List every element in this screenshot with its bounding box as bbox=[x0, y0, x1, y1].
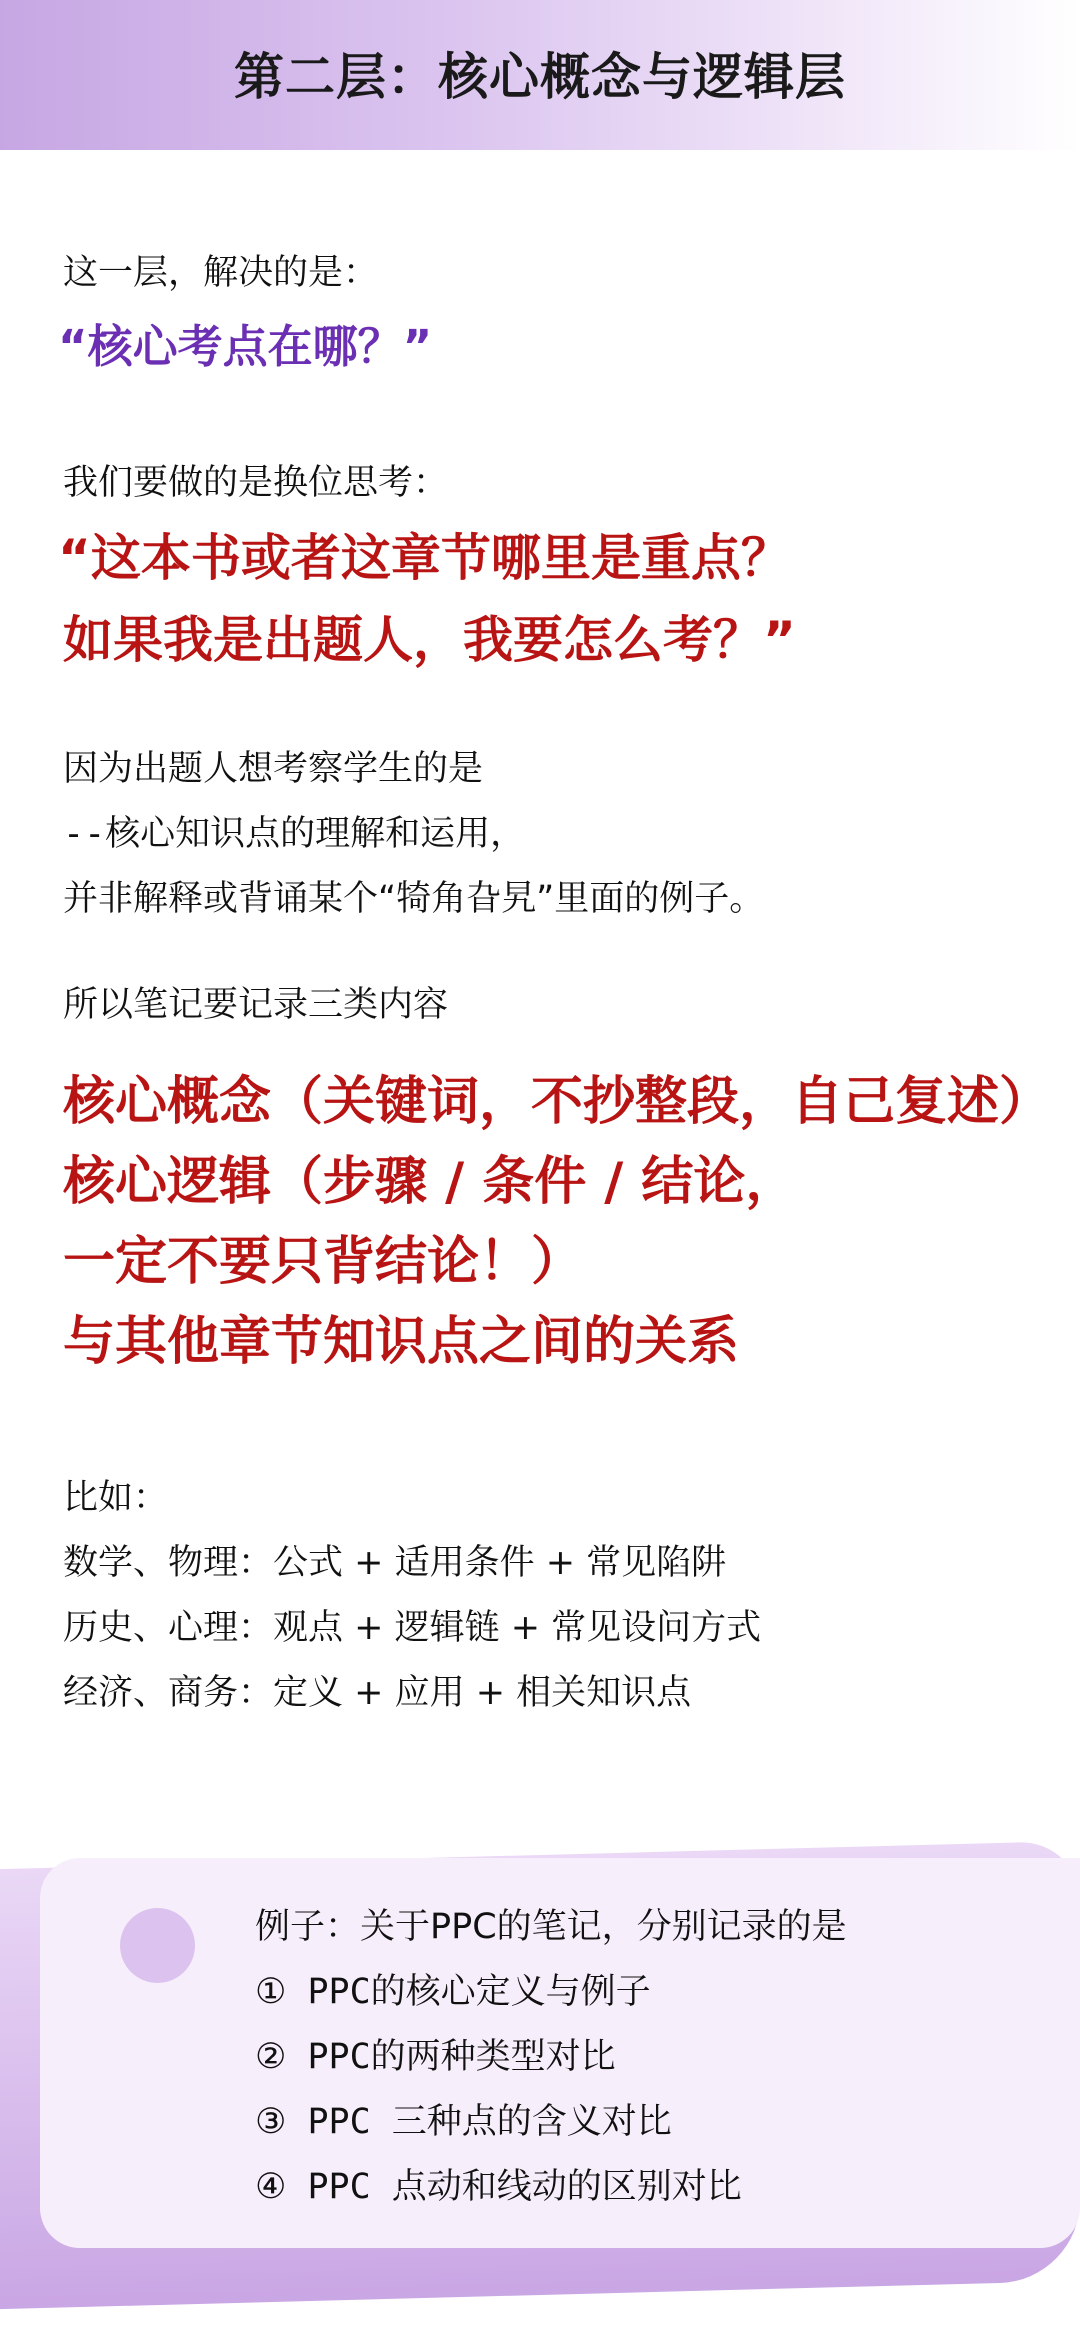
section1-intro: 这一层，解决的是： bbox=[63, 253, 379, 293]
decorative-circle-icon bbox=[120, 1908, 195, 1983]
section2-intro: 我们要做的是换位思考： bbox=[63, 463, 449, 503]
example-card-item-3: ③ PPC 三种点的含义对比 bbox=[255, 2102, 672, 2142]
section2-quote-line2: 如果我是出题人，我要怎么考？” bbox=[63, 611, 796, 669]
header-banner bbox=[0, 0, 1080, 150]
page-title: 第二层：核心概念与逻辑层 bbox=[234, 48, 846, 106]
example-card-item-1: ① PPC的核心定义与例子 bbox=[255, 1972, 651, 2012]
section1-question: “核心考点在哪？” bbox=[58, 320, 433, 373]
section4-item-core-logic-cont: 一定不要只背结论！） bbox=[63, 1232, 584, 1292]
section2-quote-line1: “这本书或者这章节哪里是重点？ bbox=[58, 529, 791, 587]
example-card-item-2: ② PPC的两种类型对比 bbox=[255, 2037, 616, 2077]
section4-intro: 所以笔记要记录三类内容 bbox=[63, 985, 449, 1025]
section5-example-economics: 经济、商务：定义 + 应用 + 相关知识点 bbox=[63, 1673, 692, 1713]
example-card-title: 例子：关于PPC的笔记，分别记录的是 bbox=[255, 1907, 847, 1947]
section3-line2: --核心知识点的理解和运用， bbox=[63, 814, 526, 854]
section3-line3: 并非解释或背诵某个“犄角旮旯”里面的例子。 bbox=[63, 879, 765, 919]
section4-item-core-concept: 核心概念（关键词，不抄整段，自己复述） bbox=[63, 1072, 1052, 1132]
section4-item-core-logic: 核心逻辑（步骤 / 条件 / 结论， bbox=[63, 1152, 798, 1212]
example-card-item-4: ④ PPC 点动和线动的区别对比 bbox=[255, 2167, 742, 2207]
section3-line1: 因为出题人想考察学生的是 bbox=[63, 749, 484, 789]
section5-example-history: 历史、心理：观点 + 逻辑链 + 常见设问方式 bbox=[63, 1608, 762, 1648]
section5-example-math: 数学、物理：公式 + 适用条件 + 常见陷阱 bbox=[63, 1543, 727, 1583]
section4-item-relations: 与其他章节知识点之间的关系 bbox=[63, 1312, 740, 1372]
section5-intro: 比如： bbox=[63, 1478, 169, 1518]
